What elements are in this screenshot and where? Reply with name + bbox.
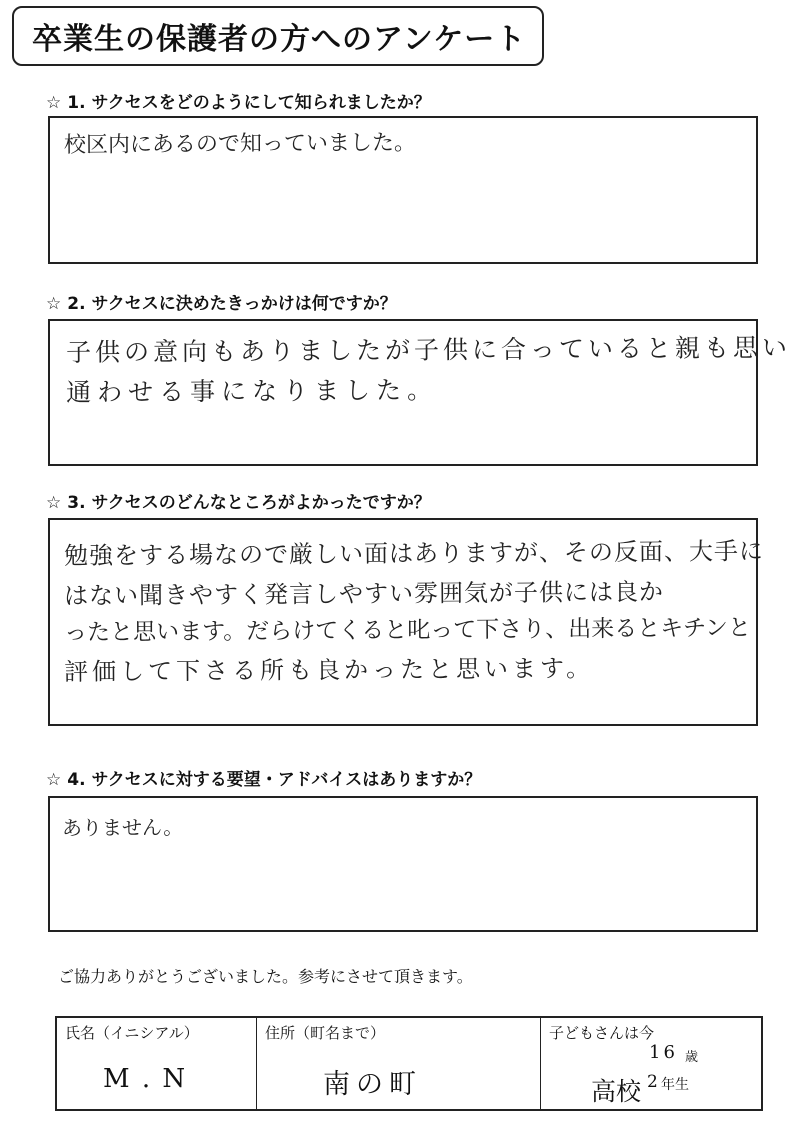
address-cell xyxy=(257,1018,541,1109)
grade-unit: 年生 xyxy=(661,1077,689,1093)
name-label: 氏名（イニシアル） xyxy=(65,1024,199,1042)
name-cell xyxy=(57,1018,257,1109)
answer-box-1 xyxy=(48,116,758,264)
title-box xyxy=(12,6,544,66)
answer-2-line-1: 子供の意向もありましたが子供に合っていると親も思い xyxy=(65,332,792,367)
answer-2-line-2: 通わせる事になりました。 xyxy=(65,375,439,407)
star-icon: ☆ xyxy=(46,770,62,790)
question-2 xyxy=(46,289,397,314)
answer-box-2 xyxy=(48,319,792,466)
answer-3-line-2: はない聞きやすく発言しやすい雰囲気が子供には良か xyxy=(63,577,665,610)
answer-3-line-4: 評価して下さる所も良かったと思います。 xyxy=(63,654,595,686)
answer-box-4 xyxy=(48,796,758,932)
child-cell xyxy=(541,1018,761,1109)
question-4 xyxy=(46,765,481,790)
answer-3-line-3: ったと思います。だらけてくると叱って下さり、出来るとキチンと xyxy=(63,615,752,646)
answer-4-line-1: ありません。 xyxy=(61,815,184,840)
address-value: 南の町 xyxy=(323,1069,422,1100)
age-value: 16 xyxy=(649,1042,678,1063)
question-2-label: 2. サクセスに決めたきっかけは何ですか？ xyxy=(67,294,397,314)
answer-3-line-1: 勉強をする場なので厳しい面はありますが、その反面、大手に xyxy=(63,537,765,570)
star-icon: ☆ xyxy=(46,294,62,314)
respondent-info-table xyxy=(55,1016,763,1111)
thanks-text: ご協力ありがとうございました。参考にさせて頂きます。 xyxy=(58,967,473,986)
star-icon: ☆ xyxy=(46,493,62,513)
question-3-label: 3. サクセスのどんなところがよかったですか？ xyxy=(67,493,431,513)
star-icon: ☆ xyxy=(46,93,62,113)
grade-value: 2 xyxy=(647,1072,658,1092)
question-3 xyxy=(46,488,431,513)
question-1 xyxy=(46,88,431,113)
answer-1-line-1: 校区内にあるので知っていました。 xyxy=(63,130,417,158)
page-title: 卒業生の保護者の方へのアンケート xyxy=(32,22,527,57)
address-label: 住所（町名まで） xyxy=(265,1024,386,1042)
name-value: M . N xyxy=(103,1064,188,1094)
school-value: 高校 xyxy=(591,1077,642,1106)
answer-box-3 xyxy=(48,518,765,726)
question-1-label: 1. サクセスをどのようにして知られましたか？ xyxy=(67,93,431,113)
age-unit: 歳 xyxy=(685,1050,699,1065)
child-label: 子どもさんは今 xyxy=(549,1024,655,1042)
question-4-label: 4. サクセスに対する要望・アドバイスはありますか？ xyxy=(67,770,482,790)
